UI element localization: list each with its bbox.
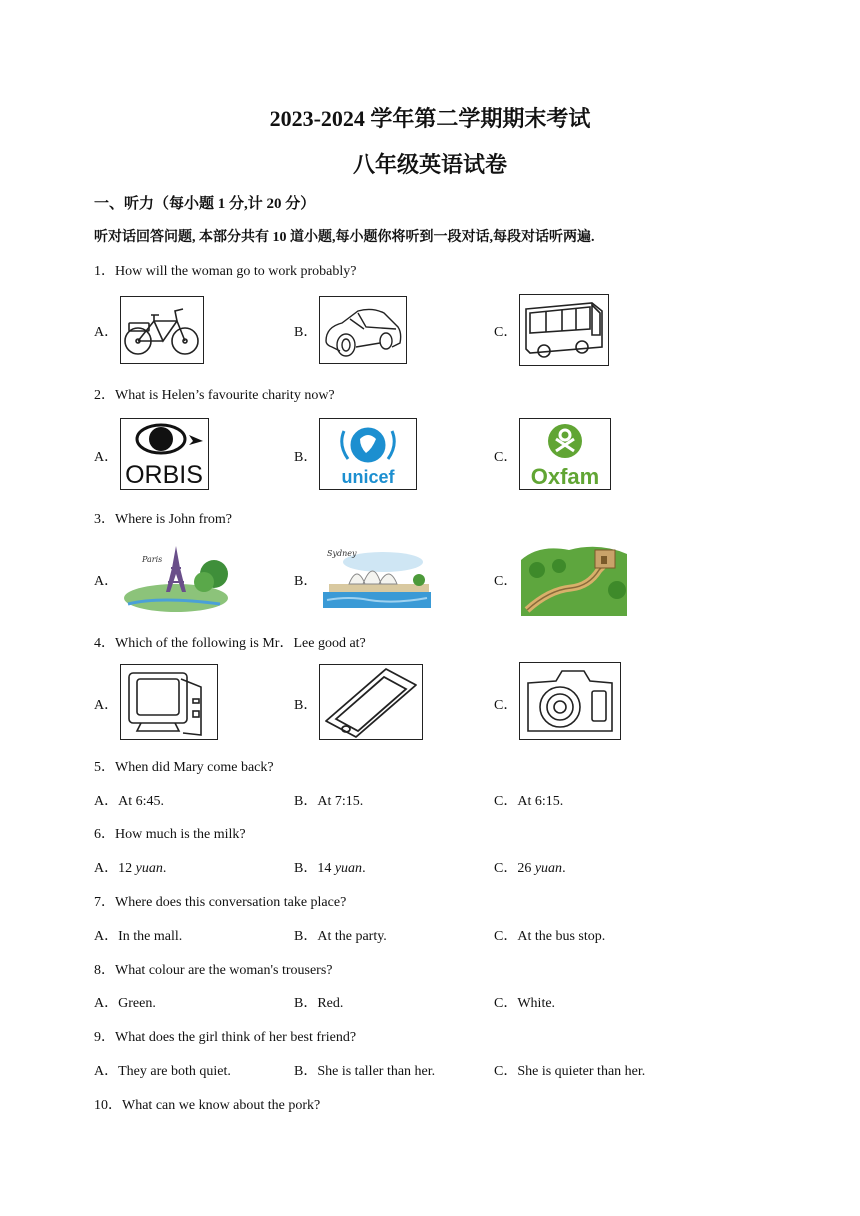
unicef-logo[interactable] xyxy=(319,418,417,490)
car-icon[interactable] xyxy=(319,296,407,364)
svg-text:Paris: Paris xyxy=(142,555,163,564)
option-text: Green. xyxy=(118,996,156,1011)
question-9 xyxy=(94,1026,356,1046)
option-punct: . xyxy=(362,861,366,876)
option-text: 14 xyxy=(317,861,335,876)
option-text: At 6:15. xyxy=(517,794,564,809)
option-c[interactable] xyxy=(494,992,555,1012)
question-number: 7． xyxy=(94,895,115,910)
option-letter[interactable]: A． xyxy=(94,698,119,713)
option-text: At 7:15. xyxy=(317,794,364,809)
question-text: What can we know about the pork? xyxy=(122,1098,321,1113)
option-letter: B． xyxy=(294,861,318,876)
question-text: When did Mary come back? xyxy=(115,760,274,775)
question-text: Which of the following is Mr．Lee good at? xyxy=(115,636,366,651)
option-text: 12 xyxy=(118,861,136,876)
section-heading: 一、听力（每小题 1 分,计 20 分） xyxy=(94,196,316,212)
option-letter: C． xyxy=(494,861,518,876)
option-letter: C． xyxy=(494,794,518,809)
section-instruction: 听对话回答问题, 本部分共有 10 道小题,每小题你将听到一段对话,每段对话听两遍. xyxy=(94,230,595,245)
unicef-logo-text: unicef xyxy=(341,467,395,487)
question-number: 10． xyxy=(94,1098,122,1113)
option-letter: C． xyxy=(494,996,518,1011)
sydney-opera-house-picture[interactable] xyxy=(319,544,434,614)
oxfam-logo[interactable] xyxy=(519,418,611,490)
camera-icon[interactable] xyxy=(519,662,621,740)
option-letter: A． xyxy=(94,794,119,809)
option-letter: B． xyxy=(294,996,318,1011)
option-letter[interactable]: B． xyxy=(294,450,318,465)
question-number: 2． xyxy=(94,388,115,403)
oxfam-logo-text: Oxfam xyxy=(530,464,600,489)
option-text: At 6:45. xyxy=(118,794,165,809)
option-b[interactable] xyxy=(294,992,343,1012)
option-letter[interactable]: C． xyxy=(494,325,518,340)
question-text: How much is the milk? xyxy=(115,827,246,842)
option-a[interactable] xyxy=(94,790,164,810)
option-letter: C． xyxy=(494,1064,518,1079)
question-number: 1． xyxy=(94,264,115,279)
question-number: 4． xyxy=(94,636,115,651)
option-a[interactable] xyxy=(94,857,166,877)
option-c[interactable] xyxy=(494,1060,645,1080)
option-text: White. xyxy=(517,996,556,1011)
option-letter: A． xyxy=(94,929,119,944)
option-unit: yuan xyxy=(334,861,363,876)
option-letter[interactable]: C． xyxy=(494,698,518,713)
question-4 xyxy=(94,632,366,652)
option-text: They are both quiet. xyxy=(118,1064,231,1079)
question-1 xyxy=(94,260,356,280)
computer-icon[interactable] xyxy=(120,664,218,740)
bus-icon[interactable] xyxy=(519,294,609,366)
option-letter[interactable]: C． xyxy=(494,450,518,465)
eiffel-tower-picture[interactable] xyxy=(120,540,228,614)
option-c[interactable] xyxy=(494,790,563,810)
option-letter[interactable]: A． xyxy=(94,450,119,465)
orbis-logo[interactable] xyxy=(120,418,209,490)
option-a[interactable] xyxy=(94,925,182,945)
option-letter: A． xyxy=(94,996,119,1011)
question-number: 8． xyxy=(94,963,115,978)
option-b[interactable] xyxy=(294,857,366,877)
option-punct: . xyxy=(162,861,167,876)
option-a[interactable] xyxy=(94,992,156,1012)
option-unit: yuan xyxy=(135,861,163,876)
question-7 xyxy=(94,891,346,911)
question-number: 6． xyxy=(94,827,115,842)
option-letter: A． xyxy=(94,1064,119,1079)
option-a[interactable] xyxy=(94,1060,231,1080)
question-number: 5． xyxy=(94,760,115,775)
question-5 xyxy=(94,756,274,776)
question-6 xyxy=(94,823,246,843)
question-text: Where does this conversation take place? xyxy=(115,895,347,910)
option-b[interactable] xyxy=(294,925,387,945)
option-letter[interactable]: C． xyxy=(494,574,518,589)
option-c[interactable] xyxy=(494,857,566,877)
question-text: How will the woman go to work probably? xyxy=(115,264,357,279)
tablet-icon[interactable] xyxy=(319,664,423,740)
option-text: Red. xyxy=(317,996,344,1011)
option-text: At the bus stop. xyxy=(517,929,606,944)
orbis-logo-text: ORBIS xyxy=(125,461,203,489)
question-2 xyxy=(94,384,335,404)
option-letter[interactable]: B． xyxy=(294,698,318,713)
option-letter[interactable]: A． xyxy=(94,574,119,589)
option-text: At the party. xyxy=(317,929,387,944)
option-b[interactable] xyxy=(294,790,363,810)
option-letter: B． xyxy=(294,1064,318,1079)
bicycle-icon[interactable] xyxy=(120,296,204,364)
option-letter: B． xyxy=(294,929,318,944)
option-text: 26 xyxy=(517,861,535,876)
option-letter: C． xyxy=(494,929,518,944)
exam-subtitle: 八年级英语试卷 xyxy=(352,152,507,177)
option-letter[interactable]: B． xyxy=(294,325,318,340)
option-punct: . xyxy=(562,861,566,876)
option-letter[interactable]: A． xyxy=(94,325,119,340)
great-wall-picture[interactable] xyxy=(519,540,629,618)
question-3 xyxy=(94,508,232,528)
option-text: In the mall. xyxy=(118,929,183,944)
option-b[interactable] xyxy=(294,1060,435,1080)
option-letter: A． xyxy=(94,861,119,876)
option-unit: yuan xyxy=(534,861,563,876)
question-text: What is Helen’s favourite charity now? xyxy=(115,388,335,403)
option-text: She is taller than her. xyxy=(317,1064,436,1079)
question-8 xyxy=(94,959,333,979)
option-c[interactable] xyxy=(494,925,605,945)
question-number: 3． xyxy=(94,512,115,527)
question-10 xyxy=(94,1094,320,1114)
question-text: What colour are the woman's trousers? xyxy=(115,963,333,978)
option-text: She is quieter than her. xyxy=(517,1064,646,1079)
question-number: 9． xyxy=(94,1030,115,1045)
question-text: What does the girl think of her best friend? xyxy=(115,1030,357,1045)
exam-title: 2023-2024 学年第二学期期末考试 xyxy=(269,106,591,131)
option-letter[interactable]: B． xyxy=(294,574,318,589)
option-letter: B． xyxy=(294,794,318,809)
question-text: Where is John from? xyxy=(115,512,233,527)
svg-text:Sydney: Sydney xyxy=(327,549,357,558)
